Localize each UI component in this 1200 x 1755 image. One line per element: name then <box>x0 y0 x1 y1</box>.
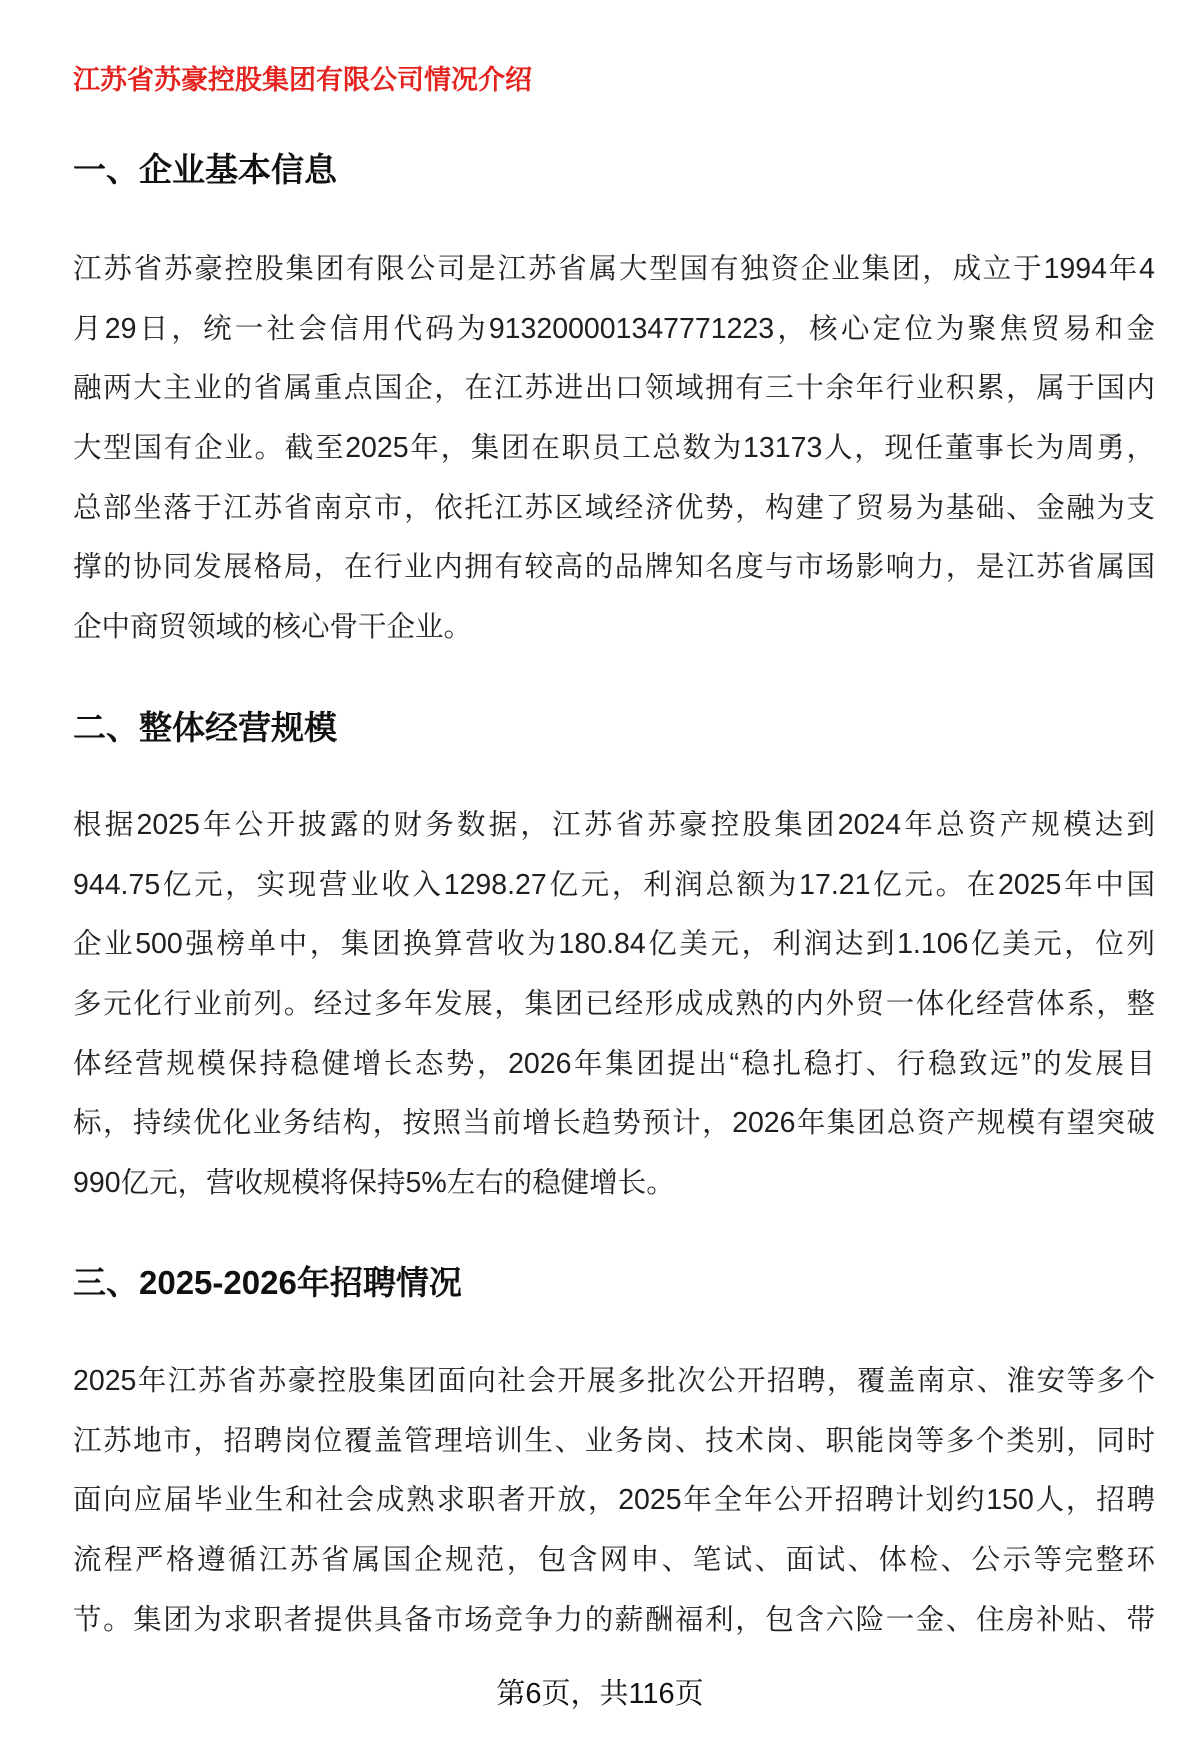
paragraph-line: 企业500强榜单中，集团换算营收为180.84亿美元，利润达到1.106亿美元，位列 <box>73 928 1155 961</box>
paragraph-line: 多元化行业前列。经过多年发展，集团已经形成成熟的内外贸一体化经营体系，整 <box>73 988 1155 1021</box>
document-title: 江苏省苏豪控股集团有限公司情况介绍 <box>73 65 532 95</box>
paragraph-line: 面向应届毕业生和社会成熟求职者开放，2025年全年公开招聘计划约150人，招聘 <box>73 1484 1155 1517</box>
paragraph-recruitment <box>73 1352 1155 1650</box>
section-heading-business-scale: 二、整体经营规模 <box>73 709 337 746</box>
paragraph-line: 总部坐落于江苏省南京市，依托江苏区域经济优势，构建了贸易为基础、金融为支 <box>73 491 1155 524</box>
page-number-footer: 第6页，共116页 <box>496 1678 704 1710</box>
paragraph-line: 节。集团为求职者提供具备市场竞争力的薪酬福利，包含六险一金、住房补贴、带 <box>73 1603 1155 1636</box>
paragraph-line: 根据2025年公开披露的财务数据，江苏省苏豪控股集团2024年总资产规模达到 <box>73 809 1155 841</box>
paragraph-line: 标，持续优化业务结构，按照当前增长趋势预计，2026年集团总资产规模有望突破 <box>73 1107 1155 1140</box>
paragraph-line: 撑的协同发展格局，在行业内拥有较高的品牌知名度与市场影响力，是江苏省属国 <box>73 551 1155 584</box>
paragraph-line: 大型国有企业。截至2025年，集团在职员工总数为13173人，现任董事长为周勇， <box>73 432 1155 465</box>
section-heading-recruitment: 三、2025-2026年招聘情况 <box>73 1264 462 1301</box>
paragraph-line: 2025年江苏省苏豪控股集团面向社会开展多批次公开招聘，覆盖南京、淮安等多个 <box>73 1365 1155 1397</box>
paragraph-line: 企中商贸领域的核心骨干企业。 <box>73 611 473 644</box>
paragraph-line: 月29日，统一社会信用代码为913200001347771223，核心定位为聚焦贸易和金 <box>73 312 1155 345</box>
paragraph-line: 流程严格遵循江苏省属国企规范，包含网申、笔试、面试、体检、公示等完整环 <box>73 1544 1155 1577</box>
paragraph-line: 990亿元，营收规模将保持5%左右的稳健增长。 <box>73 1167 675 1200</box>
paragraph-business-scale <box>73 796 1155 1214</box>
paragraph-line: 融两大主业的省属重点国企，在江苏进出口领域拥有三十余年行业积累，属于国内 <box>73 372 1155 405</box>
paragraph-line: 体经营规模保持稳健增长态势，2026年集团提出“稳扎稳打、行稳致远”的发展目 <box>73 1047 1155 1080</box>
paragraph-line: 江苏地市，招聘岗位覆盖管理培训生、业务岗、技术岗、职能岗等多个类别，同时 <box>73 1424 1155 1457</box>
paragraph-line: 944.75亿元，实现营业收入1298.27亿元，利润总额为17.21亿元。在2025年中国 <box>73 868 1155 901</box>
section-heading-basic-info: 一、企业基本信息 <box>73 151 337 188</box>
paragraph-line: 江苏省苏豪控股集团有限公司是江苏省属大型国有独资企业集团，成立于1994年4 <box>73 253 1155 285</box>
paragraph-basic-info <box>73 240 1155 658</box>
